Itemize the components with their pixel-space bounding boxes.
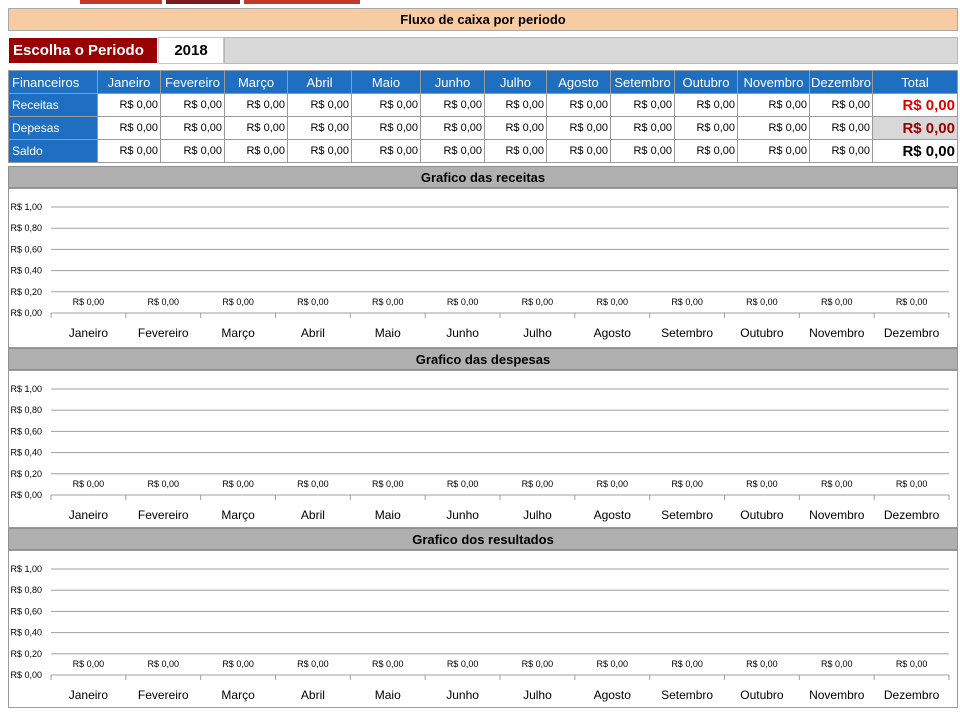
x-tick-label: Junho: [446, 326, 479, 340]
table-cell[interactable]: R$ 0,00: [421, 94, 485, 117]
row-label: Receitas: [9, 94, 98, 117]
column-header-month: Dezembro: [810, 71, 873, 94]
x-tick-label: Maio: [374, 688, 401, 702]
table-row: [9, 117, 958, 140]
table-cell[interactable]: R$ 0,00: [738, 94, 810, 117]
chart-title-receitas: Grafico das receitas: [8, 166, 958, 188]
x-tick-label: Janeiro: [68, 508, 109, 522]
data-label: R$ 0,00: [521, 479, 554, 489]
x-tick-label: Novembro: [809, 326, 865, 340]
x-tick-label: Novembro: [809, 688, 865, 702]
table-cell[interactable]: R$ 0,00: [288, 117, 352, 140]
x-tick-label: Maio: [374, 326, 401, 340]
data-label: R$ 0,00: [596, 479, 629, 489]
y-tick-label: R$ 0,40: [10, 627, 42, 638]
x-tick-label: Julho: [523, 508, 552, 522]
data-label: R$ 0,00: [671, 659, 703, 669]
table-cell[interactable]: R$ 0,00: [225, 117, 288, 140]
period-empty-cell: [224, 37, 958, 64]
table-cell[interactable]: R$ 0,00: [225, 94, 288, 117]
chart-resultados: [8, 550, 958, 708]
page-title: Fluxo de caixa por periodo: [8, 8, 958, 31]
column-header-month: Maio: [352, 71, 421, 94]
y-tick-label: R$ 0,00: [10, 308, 42, 318]
column-header-month: Janeiro: [98, 71, 161, 94]
data-label: R$ 0,00: [72, 479, 105, 489]
data-label: R$ 0,00: [297, 479, 329, 489]
table-header-row: [9, 71, 958, 94]
chart-title-resultados: Grafico dos resultados: [8, 528, 958, 550]
chart-svg: [9, 371, 959, 527]
table-cell[interactable]: R$ 0,00: [547, 94, 611, 117]
chart-svg: [9, 189, 959, 347]
y-tick-label: R$ 0,40: [10, 447, 42, 458]
table-cell[interactable]: R$ 0,00: [675, 140, 738, 163]
data-label: R$ 0,00: [297, 297, 329, 307]
y-tick-label: R$ 0,60: [10, 606, 42, 617]
data-label: R$ 0,00: [147, 659, 180, 669]
x-tick-label: Junho: [446, 688, 479, 702]
data-label: R$ 0,00: [371, 659, 404, 669]
sheet-tab-marker: [80, 0, 162, 4]
data-label: R$ 0,00: [820, 659, 853, 669]
table-cell[interactable]: R$ 0,00: [675, 94, 738, 117]
data-label: R$ 0,00: [297, 659, 329, 669]
table-cell[interactable]: R$ 0,00: [288, 140, 352, 163]
x-tick-label: Julho: [523, 688, 552, 702]
table-cell[interactable]: R$ 0,00: [225, 140, 288, 163]
table-cell[interactable]: R$ 0,00: [675, 117, 738, 140]
table-cell[interactable]: R$ 0,00: [485, 140, 547, 163]
data-label: R$ 0,00: [671, 479, 703, 489]
table-cell[interactable]: R$ 0,00: [352, 94, 421, 117]
data-label: R$ 0,00: [746, 659, 778, 669]
data-label: R$ 0,00: [222, 659, 254, 669]
y-tick-label: R$ 1,00: [10, 202, 42, 212]
period-year-cell[interactable]: 2018: [158, 37, 224, 64]
x-tick-label: Janeiro: [68, 326, 109, 340]
table-cell[interactable]: R$ 0,00: [738, 140, 810, 163]
sheet-tab-marker: [166, 0, 240, 4]
y-tick-label: R$ 0,20: [10, 468, 42, 479]
table-cell[interactable]: R$ 0,00: [611, 140, 675, 163]
table-cell[interactable]: R$ 0,00: [421, 140, 485, 163]
data-label: R$ 0,00: [895, 297, 928, 307]
table-cell[interactable]: R$ 0,00: [547, 117, 611, 140]
x-tick-label: Março: [221, 508, 255, 522]
x-tick-label: Março: [221, 688, 255, 702]
data-label: R$ 0,00: [521, 297, 554, 307]
row-total-cell: R$ 0,00: [873, 94, 958, 117]
y-tick-label: R$ 0,60: [10, 426, 42, 437]
table-row: [9, 94, 958, 117]
y-tick-label: R$ 1,00: [10, 564, 42, 574]
financial-table: [8, 70, 958, 163]
y-tick-label: R$ 0,00: [10, 670, 42, 680]
table-cell[interactable]: R$ 0,00: [547, 140, 611, 163]
chart-svg: [9, 551, 959, 707]
x-tick-label: Setembro: [661, 688, 714, 702]
data-label: R$ 0,00: [147, 297, 180, 307]
column-header-month: Setembro: [611, 71, 675, 94]
data-label: R$ 0,00: [820, 297, 853, 307]
data-label: R$ 0,00: [222, 479, 254, 489]
x-tick-label: Abril: [300, 326, 325, 340]
column-header-month: Outubro: [675, 71, 738, 94]
y-tick-label: R$ 0,40: [10, 265, 42, 276]
y-tick-label: R$ 0,20: [10, 648, 42, 659]
column-header-month: Agosto: [547, 71, 611, 94]
data-label: R$ 0,00: [746, 479, 778, 489]
table-cell[interactable]: R$ 0,00: [738, 117, 810, 140]
data-label: R$ 0,00: [746, 297, 778, 307]
row-label: Depesas: [9, 117, 98, 140]
table-cell[interactable]: R$ 0,00: [352, 117, 421, 140]
table-cell[interactable]: R$ 0,00: [421, 117, 485, 140]
x-tick-label: Dezembro: [883, 326, 940, 340]
x-tick-label: Agosto: [593, 326, 631, 340]
x-tick-label: Novembro: [809, 508, 865, 522]
data-label: R$ 0,00: [72, 659, 105, 669]
table-cell[interactable]: R$ 0,00: [98, 117, 161, 140]
data-label: R$ 0,00: [596, 659, 629, 669]
y-tick-label: R$ 0,80: [10, 405, 42, 416]
column-header-month: Abril: [288, 71, 352, 94]
data-label: R$ 0,00: [371, 479, 404, 489]
table-cell[interactable]: R$ 0,00: [98, 140, 161, 163]
y-tick-label: R$ 0,00: [10, 490, 42, 500]
x-tick-label: Janeiro: [68, 688, 109, 702]
table-cell[interactable]: R$ 0,00: [485, 94, 547, 117]
column-header-month: Novembro: [738, 71, 810, 94]
y-tick-label: R$ 0,80: [10, 223, 42, 234]
data-label: R$ 0,00: [895, 659, 928, 669]
y-tick-label: R$ 1,00: [10, 384, 42, 394]
data-label: R$ 0,00: [147, 479, 180, 489]
table-cell[interactable]: R$ 0,00: [161, 117, 225, 140]
x-tick-label: Dezembro: [883, 508, 940, 522]
table-cell[interactable]: R$ 0,00: [810, 140, 873, 163]
table-cell[interactable]: R$ 0,00: [161, 94, 225, 117]
data-label: R$ 0,00: [446, 479, 479, 489]
top-strip: [0, 0, 960, 8]
x-tick-label: Abril: [300, 508, 325, 522]
x-tick-label: Agosto: [593, 508, 631, 522]
column-header-month: Fevereiro: [161, 71, 225, 94]
column-header-month: Março: [225, 71, 288, 94]
x-tick-label: Julho: [523, 326, 552, 340]
x-tick-label: Outubro: [740, 688, 784, 702]
period-label: Escolha o Periodo: [8, 37, 158, 64]
x-tick-label: Outubro: [740, 508, 784, 522]
x-tick-label: Outubro: [740, 326, 784, 340]
x-tick-label: Fevereiro: [137, 326, 189, 340]
period-selector: [8, 37, 958, 64]
x-tick-label: Março: [221, 326, 255, 340]
data-label: R$ 0,00: [521, 659, 554, 669]
table-cell[interactable]: R$ 0,00: [611, 94, 675, 117]
data-label: R$ 0,00: [72, 297, 105, 307]
data-label: R$ 0,00: [446, 659, 479, 669]
x-tick-label: Maio: [374, 508, 401, 522]
table-cell[interactable]: R$ 0,00: [611, 117, 675, 140]
table-cell[interactable]: R$ 0,00: [161, 140, 225, 163]
x-tick-label: Setembro: [661, 508, 714, 522]
y-tick-label: R$ 0,60: [10, 244, 42, 255]
data-label: R$ 0,00: [222, 297, 254, 307]
data-label: R$ 0,00: [446, 297, 479, 307]
chart-title-despesas: Grafico das despesas: [8, 348, 958, 370]
table-cell[interactable]: R$ 0,00: [810, 117, 873, 140]
x-tick-label: Junho: [446, 508, 479, 522]
x-tick-label: Dezembro: [883, 688, 940, 702]
column-header-month: Julho: [485, 71, 547, 94]
table-cell[interactable]: R$ 0,00: [288, 94, 352, 117]
x-tick-label: Agosto: [593, 688, 631, 702]
row-total-cell: R$ 0,00: [873, 140, 958, 163]
x-tick-label: Fevereiro: [137, 508, 189, 522]
table-cell[interactable]: R$ 0,00: [485, 117, 547, 140]
row-total-cell: R$ 0,00: [873, 117, 958, 140]
column-header-month: Junho: [421, 71, 485, 94]
table-cell[interactable]: R$ 0,00: [810, 94, 873, 117]
chart-despesas: [8, 370, 958, 528]
sheet-tab-marker: [244, 0, 360, 4]
x-tick-label: Fevereiro: [137, 688, 189, 702]
y-tick-label: R$ 0,20: [10, 286, 42, 297]
x-tick-label: Abril: [300, 688, 325, 702]
data-label: R$ 0,00: [596, 297, 629, 307]
y-tick-label: R$ 0,80: [10, 585, 42, 596]
x-tick-label: Setembro: [661, 326, 714, 340]
column-header-total: Total: [873, 71, 958, 94]
table-row: [9, 140, 958, 163]
table-cell[interactable]: R$ 0,00: [98, 94, 161, 117]
data-label: R$ 0,00: [671, 297, 703, 307]
table-cell[interactable]: R$ 0,00: [352, 140, 421, 163]
data-label: R$ 0,00: [371, 297, 404, 307]
chart-receitas: [8, 188, 958, 348]
row-label: Saldo: [9, 140, 98, 163]
data-label: R$ 0,00: [895, 479, 928, 489]
data-label: R$ 0,00: [820, 479, 853, 489]
column-header-financeiros: Financeiros: [9, 71, 98, 94]
